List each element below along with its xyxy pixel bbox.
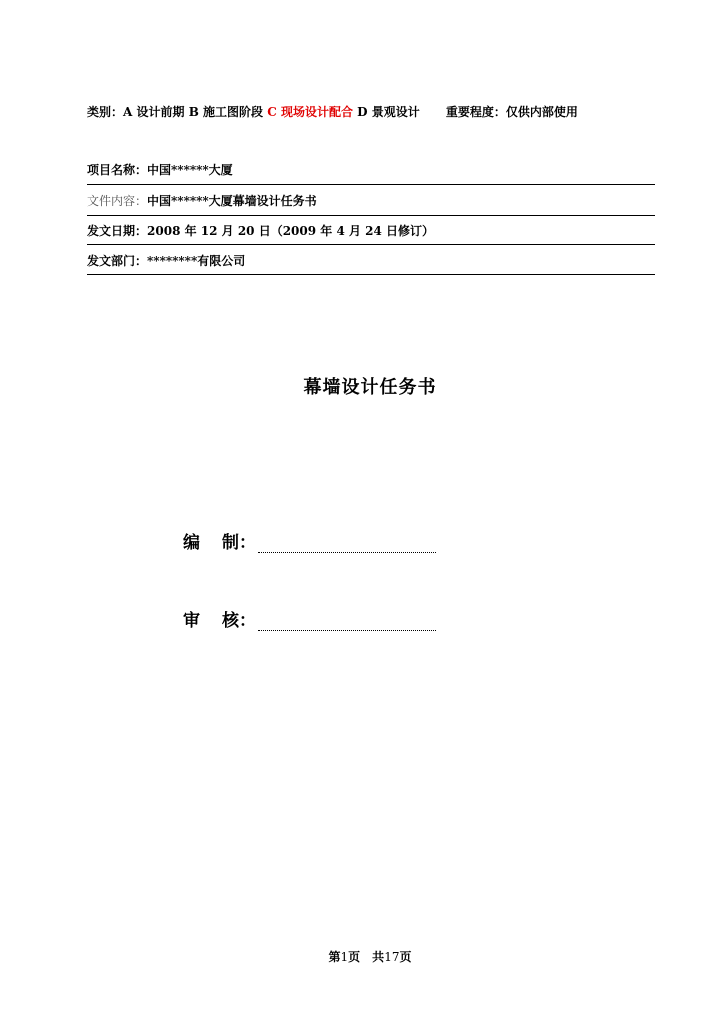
compiled-by-label xyxy=(183,528,256,553)
importance-level: 重要程度：仅供内部使用 xyxy=(445,105,578,119)
total-prefix: 共 xyxy=(372,950,385,964)
divider xyxy=(87,215,655,216)
issue-date-label: 发文日期： xyxy=(87,224,148,238)
issue-date-value: 2008 年 12 月 20 日（2009 年 4 月 24 日修订） xyxy=(147,224,435,238)
file-content-row xyxy=(87,192,655,209)
reviewed-by-label xyxy=(183,606,256,631)
document-title: 幕墙设计任务书 xyxy=(303,377,437,398)
category-line xyxy=(87,103,647,120)
category-option-b: B 施工图阶段 xyxy=(188,105,264,119)
reviewed-by-signature-line[interactable] xyxy=(258,610,436,631)
reviewed-by-char1: 审 xyxy=(183,611,200,631)
file-content-value: 中国******大厦幕墙设计任务书 xyxy=(147,194,317,208)
issuing-dept-label: 发文部门： xyxy=(87,254,148,268)
project-name-row xyxy=(87,161,655,178)
file-content-label: 文件内容： xyxy=(87,194,148,208)
divider xyxy=(87,244,655,245)
page-prefix: 第 xyxy=(328,950,341,964)
category-label: 类别： xyxy=(87,105,124,119)
issue-date-row xyxy=(87,222,655,239)
reviewed-by-char2: 核： xyxy=(222,611,256,631)
category-option-a: A 设计前期 xyxy=(123,105,185,119)
issuing-dept-value: ********有限公司 xyxy=(147,254,246,268)
page-total: 17 xyxy=(384,950,400,964)
category-option-c: C 现场设计配合 xyxy=(267,105,353,119)
project-name-label: 项目名称： xyxy=(87,163,148,177)
page-current: 1 xyxy=(340,950,349,964)
project-name-value: 中国******大厦 xyxy=(147,163,233,177)
reviewed-by-row xyxy=(183,606,436,632)
total-suffix: 页 xyxy=(399,950,412,964)
issuing-dept-row xyxy=(87,252,655,269)
page-mid: 页 xyxy=(348,950,361,964)
compiled-by-row xyxy=(183,528,436,554)
category-option-d: D 景观设计 xyxy=(357,105,420,119)
page-footer xyxy=(0,948,724,965)
divider xyxy=(87,184,655,185)
compiled-by-char1: 编 xyxy=(183,533,200,553)
divider xyxy=(87,274,655,275)
compiled-by-char2: 制： xyxy=(222,533,256,553)
compiled-by-signature-line[interactable] xyxy=(258,532,436,553)
